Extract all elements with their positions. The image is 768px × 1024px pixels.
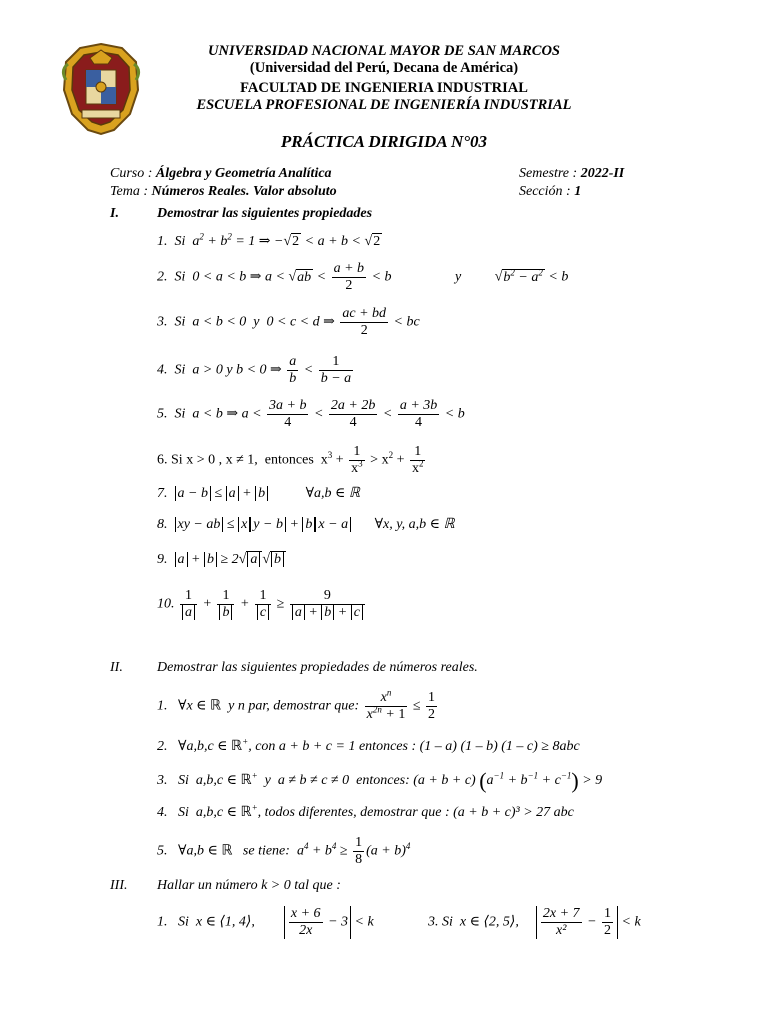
faculty-name: FACULTAD DE INGENIERIA INDUSTRIAL <box>240 80 528 96</box>
section-number: II. <box>110 660 123 675</box>
exercise-1-8: 8. xy − ab ≤ x y − b + b x − a ∀x, y, a,b ∈ ℝ <box>157 517 455 532</box>
school-name: ESCUELA PROFESIONAL DE INGENIERÍA INDUSTRIAL <box>196 97 572 113</box>
exercise-2-2: 2. ∀a,b,c ∈ ℝ+, con a + b + c = 1 entonces : (1 – a) (1 – b) (1 – c) ≥ 8abc <box>157 736 580 754</box>
section-heading: Demostrar las siguientes propiedades <box>157 206 373 221</box>
exercise-1-9: 9. a + b ≥ 2√ a √ b <box>157 552 286 568</box>
exercise-1-5: 5. Si a < b ⇒ a < $\frac{3a + b}{4}$ < $\frac{2a + 2b}{4}$ < $\frac{a + 3b}{4}$ < b <box>157 398 465 430</box>
section-number: III. <box>110 878 128 893</box>
exercise-1-1: 1. Si $a^2 + b^2 = 1$ ⇒ −√2 < a + b < √2 <box>157 231 381 249</box>
exercise-2-3: 3. Si a,b,c ∈ ℝ+ y a ≠ b ≠ c ≠ 0 entonces: (a + b + c) $(a^{-1} + b^{-1} + c^{-1}) > 9$ <box>157 768 603 793</box>
page-title: PRÁCTICA DIRIGIDA N°03 <box>280 132 488 151</box>
university-subtitle: (Universidad del Perú, Decana de América) <box>249 60 519 76</box>
exercise-2-1: 1. ∀x ∈ ℝ y n par, demostrar que: $\frac{x^n}{x^{2n} + 1}$ ≤ $\frac{1}{2}$ <box>157 687 436 722</box>
topic-info: Tema : Números Reales. Valor absoluto <box>110 184 337 199</box>
semester-info: Semestre : 2022-II <box>519 166 625 181</box>
exercise-1-3: 3. Si a < b < 0 y 0 < c < d ⇒ $\frac{ac + bd}{2}$ < bc <box>157 306 420 338</box>
section-number: I. <box>110 206 119 221</box>
course-info: Curso : Álgebra y Geometría Analítica <box>110 166 332 181</box>
section-heading: Demostrar las siguientes propiedades de números reales. <box>157 660 478 675</box>
section-heading: Hallar un número k > 0 tal que : <box>157 878 341 893</box>
university-name: UNIVERSIDAD NACIONAL MAYOR DE SAN MARCOS <box>208 43 560 59</box>
exercise-3-3: 3. Si x ∈ ⟨2, 5⟩, $\frac{2x + 7}{\text{x²}}$ − $\frac{1}{2}$ < k <box>428 906 641 938</box>
exercise-2-5: 5. ∀a,b ∈ ℝ se tiene: $a^4 + b^4$ ≥ $\frac{1}{8}$ $(a + b)^4$ <box>157 835 411 867</box>
exercise-2-4: 4. Si a,b,c ∈ ℝ+, todos diferentes, demostrar que : (a + b + c)³ > 27 abc <box>157 802 574 820</box>
exercise-1-4: 4. Si a > 0 y b < 0 ⇒ $\frac{a}{b}$ < $\frac{1}{b - a}$ <box>157 354 352 386</box>
exercise-1-10: 10. $\frac{1}{a}$ + $\frac{1}{b}$ + $\frac{1}{c}$ ≥ $\frac{9}{a + b + c}$ <box>157 588 367 621</box>
exercise-1-6: 6. Si x > 0 , x ≠ 1, entonces $x^3$ + $\frac{1}{x^3}$ > $x^2$ + $\frac{1}{x^2}$ <box>157 444 424 476</box>
section-info: Sección : 1 <box>519 184 582 199</box>
exercise-3-1: 1. Si x ∈ ⟨1, 4⟩, $\frac{x + 6}{2x}$ − 3 < k <box>157 906 374 938</box>
exercise-1-7: 7. a − b ≤ a + b ∀a,b ∈ ℝ <box>157 486 360 501</box>
exercise-1-2: 2. Si 0 < a < b ⇒ a < √ab < $\frac{a + b}{2}$ < b y $√b^2 - a^2 < b$ <box>157 261 569 293</box>
